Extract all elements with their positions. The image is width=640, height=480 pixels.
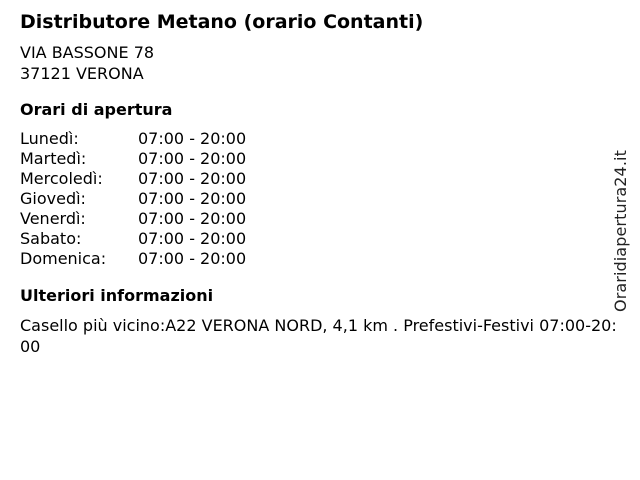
day-label: Lunedì: <box>20 129 79 148</box>
shop-details <box>20 8 620 357</box>
hours-row-monday <box>20 129 620 149</box>
day-label: Mercoledì: <box>20 169 103 188</box>
time-range: 07:00 - 20:00 <box>138 249 247 268</box>
time-range: 07:00 - 20:00 <box>138 189 247 208</box>
info-heading: Ulteriori informazioni <box>20 286 214 305</box>
day-label: Domenica: <box>20 249 107 268</box>
time-range: 07:00 - 20:00 <box>138 129 247 148</box>
time-range: 07:00 - 20:00 <box>138 149 247 168</box>
hours-row-thursday <box>20 189 620 209</box>
day-label: Venerdì: <box>20 209 86 228</box>
hours-row-wednesday <box>20 169 620 189</box>
hours-row-sunday <box>20 249 620 269</box>
address-city: 37121 VERONA <box>20 64 144 83</box>
hours-row-tuesday <box>20 149 620 169</box>
time-range: 07:00 - 20:00 <box>138 229 247 248</box>
info-text: Casello più vicino:A22 VERONA NORD, 4,1 km . Prefestivi-Festivi 07:00-20:00 <box>20 316 617 356</box>
day-label: Sabato: <box>20 229 82 248</box>
brand-watermark <box>609 136 633 312</box>
opening-hours-heading: Orari di apertura <box>20 100 173 119</box>
time-range: 07:00 - 20:00 <box>138 209 247 228</box>
brand-text: Oraridiapertura24.it <box>611 150 630 312</box>
address-street: VIA BASSONE 78 <box>20 43 155 62</box>
day-label: Giovedì: <box>20 189 86 208</box>
opening-hours-table <box>20 129 620 269</box>
hours-row-saturday <box>20 229 620 249</box>
address <box>20 42 620 84</box>
page-title: Distributore Metano (orario Contanti) <box>20 11 424 33</box>
time-range: 07:00 - 20:00 <box>138 169 247 188</box>
hours-row-friday <box>20 209 620 229</box>
day-label: Martedì: <box>20 149 87 168</box>
